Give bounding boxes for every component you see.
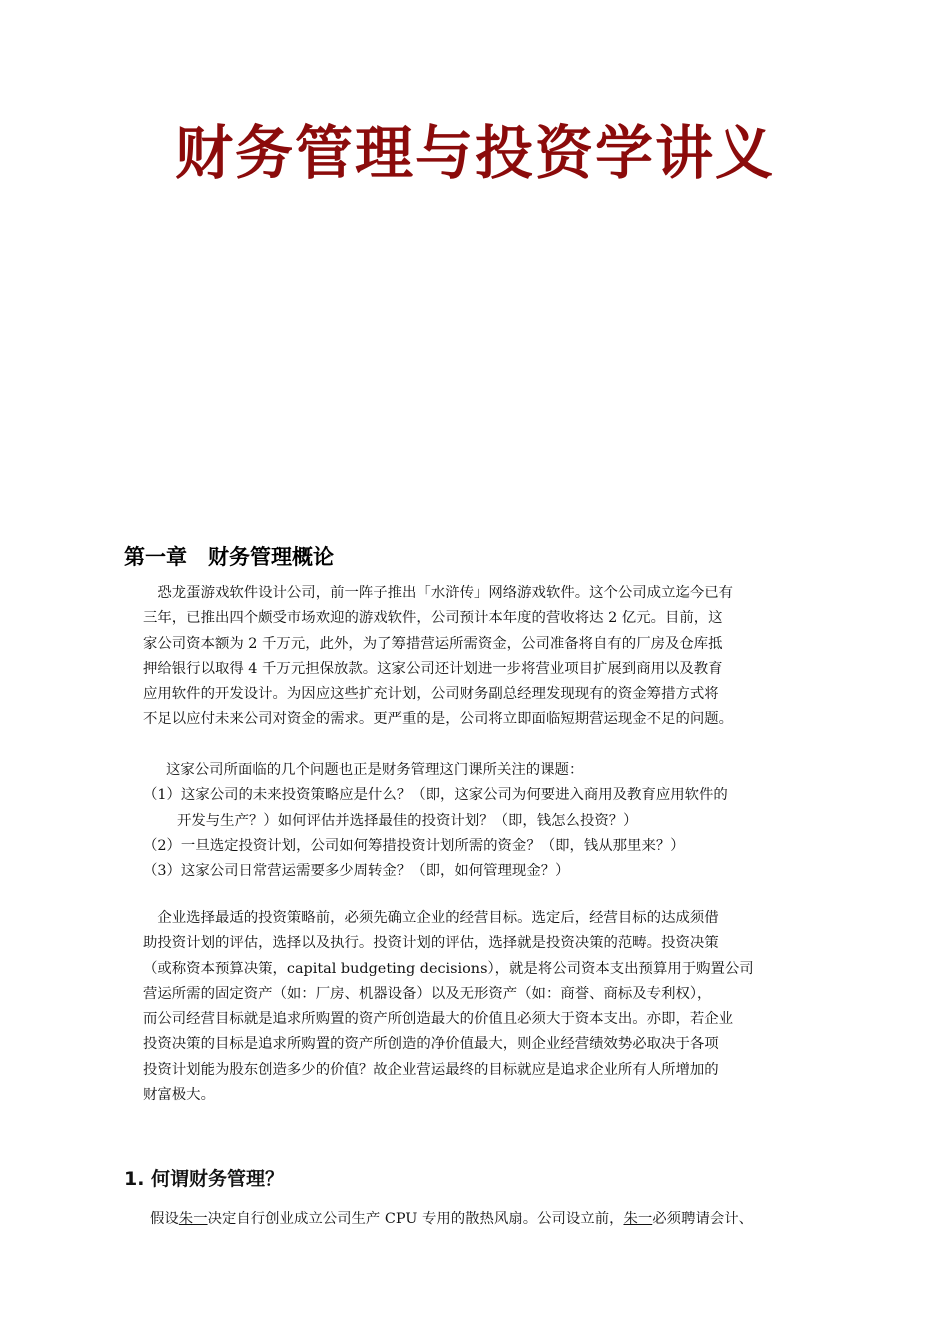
paragraph-line: 恐龙蛋游戏软件设计公司，前一阵子推出「水浒传」网络游戏软件。这个公司成立迄今已有 (143, 585, 734, 601)
question-item-1: （1）这家公司的未来投资策略应是什么？（即，这家公司为何要进入商用及教育应用软件的 (143, 787, 728, 804)
goal-paragraph (143, 906, 825, 1108)
document-title: 财务管理与投资学讲义 (174, 119, 775, 187)
paragraph-line: 财富极大。 (143, 1087, 215, 1104)
text-run: 假设 (150, 1211, 179, 1227)
question-item-2: （2）一旦选定投资计划，公司如何筹措投资计划所需的资金？（即，钱从那里来？） (143, 837, 685, 854)
person-name: 朱一 (623, 1211, 653, 1227)
question-lead: 这家公司所面临的几个问题也正是财务管理这门课所关注的课题： (166, 762, 584, 778)
paragraph-line: 应用软件的开发设计。为因应这些扩充计划，公司财务副总经理发现现有的资金筹措方式将 (143, 686, 719, 703)
section-heading: 1. 何谓财务管理？ (124, 1168, 285, 1190)
section-paragraph (150, 1207, 850, 1232)
paragraph-line: 企业选择最适的投资策略前，必须先确立企业的经营目标。选定后，经营目标的达成须借 (143, 910, 719, 926)
paragraph-line: 投资计划能为股东创造多少的价值？故企业营运最终的目标就应是追求企业所有人所增加的 (143, 1061, 719, 1078)
paragraph-line: 家公司资本额为 2 千万元，此外，为了筹措营运所需资金，公司准备将自有的厂房及仓库抵 (143, 635, 723, 652)
paragraph-line: 投资决策的目标是追求所购置的资产所创造的净价值最大，则企业经营绩效势必取决于各项 (143, 1036, 719, 1053)
paragraph-line: 而公司经营目标就是追求所购置的资产所创造最大的价值且必须大于资本支出。亦即，若企业 (143, 1011, 734, 1028)
text-run: 决定自行创业成立公司生产 CPU 专用的散热风扇。公司设立前， (207, 1211, 624, 1227)
question-list (143, 758, 833, 884)
paragraph-line: 营运所需的固定资产（如：厂房、机器设备）以及无形资产（如：商誉、商标及专利权）， (143, 985, 712, 1002)
chapter-heading: 第一章 财务管理概论 (124, 545, 334, 569)
person-name: 朱一 (178, 1211, 208, 1227)
paragraph-line: （或称资本预算决策，capital budgeting decisions），就是将公司资本支出预算用于购置公司 (143, 960, 754, 977)
paragraph-line: 不足以应付未来公司对资金的需求。更严重的是，公司将立即面临短期营运现金不足的问题。 (143, 711, 734, 728)
question-item-1-continued: 开发与生产？）如何评估并选择最佳的投资计划？（即，钱怎么投资？） (177, 812, 638, 829)
text-run: 必须聘请会计、 (652, 1211, 754, 1227)
paragraph-line: 三年，已推出四个颇受市场欢迎的游戏软件，公司预计本年度的营收将达 2 亿元。目前，这 (143, 610, 723, 627)
intro-paragraph (143, 581, 825, 733)
paragraph-line: 助投资计划的评估，选择以及执行。投资计划的评估，选择就是投资决策的范畴。投资决策 (143, 935, 719, 952)
paragraph-line: 押给银行以取得 4 千万元担保放款。这家公司还计划进一步将营业项目扩展到商用以及教育 (143, 660, 723, 677)
question-item-3: （3）这家公司日常营运需要多少周转金？（即，如何管理现金？） (143, 863, 570, 880)
